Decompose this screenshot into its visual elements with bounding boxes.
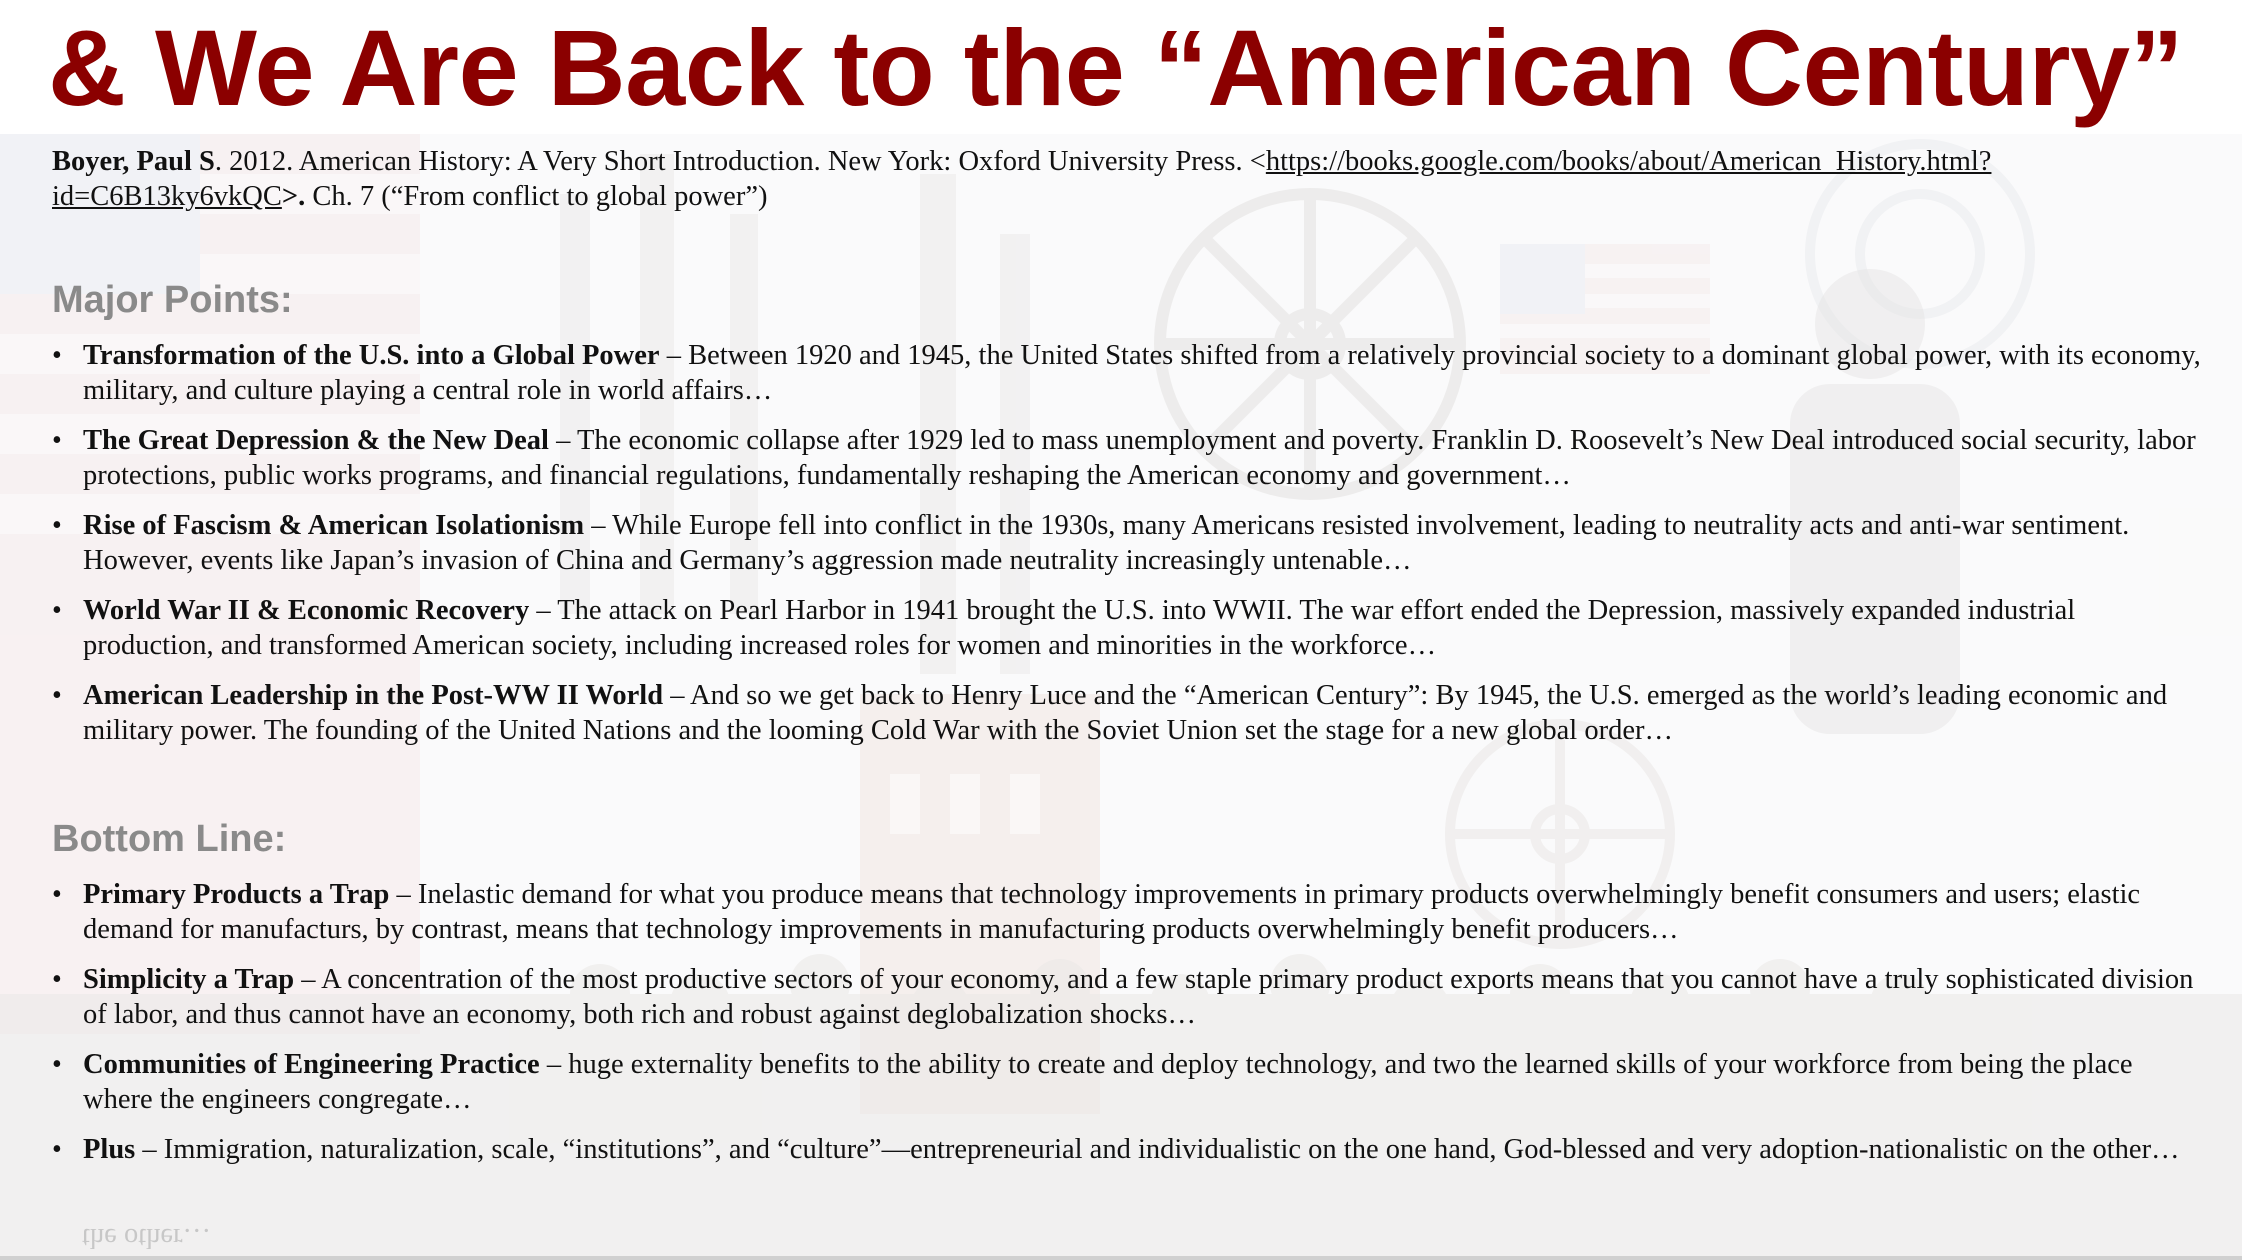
list-item (52, 593, 2202, 663)
list-item (52, 508, 2202, 578)
bullet-icon: • (52, 510, 62, 541)
bullet-icon: • (52, 680, 62, 711)
bullet-icon: • (52, 1049, 62, 1080)
point-text: – A concentration of the most productive sectors of your economy, and a few staple primary product exports means that you cannot have a truly sophisticated division of labor, and thus cannot have an economy, both rich and robust against deglobalization shocks… (83, 964, 2194, 1030)
point-title: Primary Products a Trap (83, 879, 390, 910)
list-item (52, 338, 2202, 408)
bullet-icon: • (52, 425, 62, 456)
point-text: – The economic collapse after 1929 led to mass unemployment and poverty. Franklin D. Roosevelt’s New Deal introduced social security, labor protections, public works programs, and financial regulations, fundamentally reshaping the American economy and government… (83, 425, 2196, 491)
point-title: American Leadership in the Post-WW II World (83, 680, 664, 711)
point-text: – The attack on Pearl Harbor in 1941 brought the U.S. into WWII. The war effort ended the Depression, massively expanded industrial production, and transformed American society, including increased roles for women and minorities in the workforce… (83, 595, 2076, 661)
bottom-line-heading: Bottom Line: (52, 818, 287, 860)
point-text: – Inelastic demand for what you produce means that technology improvements in primary products overwhelmingly benefit consumers and users; elastic demand for manufacturs, by contrast, means that technology improvements in manufacturing products overwhelmingly benefit producers… (83, 879, 2141, 945)
point-title: The Great Depression & the New Deal (83, 425, 549, 456)
citation-chapter: Ch. 7 (“From conflict to global power”) (305, 181, 768, 212)
slide-title: & We Are Back to the “American Century” (48, 7, 2184, 128)
point-text: – And so we get back to Henry Luce and the “American Century”: By 1945, the U.S. emerged as the world’s leading economic and military power. The founding of the United Nations and the looming Cold War with the Soviet Union set the stage for a new global order… (83, 680, 2168, 746)
citation-author: Boyer, Paul S (52, 146, 215, 177)
list-item (52, 1132, 2202, 1167)
point-title: Rise of Fascism & American Isolationism (83, 510, 585, 541)
citation-text: . 2012. American History: A Very Short Introduction. New York: Oxford University Press. < (214, 146, 1266, 177)
point-title: Simplicity a Trap (83, 964, 295, 995)
bullet-icon: • (52, 1134, 62, 1165)
point-title: Plus (83, 1134, 136, 1165)
bullet-icon: • (52, 595, 62, 626)
bottom-border (0, 1256, 2242, 1260)
list-item (52, 423, 2202, 493)
bullet-icon: • (52, 879, 62, 910)
point-text: – huge externality benefits to the ability to create and deploy technology, and two the learned skills of your workforce from being the place where the engineers congregate… (83, 1049, 2133, 1115)
point-title: World War II & Economic Recovery (83, 595, 530, 626)
text-reflection: the other… (82, 1222, 212, 1253)
major-points-heading: Major Points: (52, 279, 293, 321)
bullet-icon: • (52, 340, 62, 371)
slide-content (52, 134, 2202, 1165)
citation (52, 134, 2202, 214)
list-item (52, 877, 2202, 947)
point-text: – While Europe fell into conflict in the 1930s, many Americans resisted involvement, leading to neutrality acts and anti-war sentiment. However, events like Japan’s invasion of China and Germany’s aggression made neutrality increasingly untenable… (83, 510, 2130, 576)
list-item (52, 678, 2202, 748)
list-item (52, 962, 2202, 1032)
bottom-line-list (52, 877, 2202, 1182)
bullet-icon: • (52, 964, 62, 995)
citation-close: >. (281, 181, 306, 212)
point-text: – Between 1920 and 1945, the United States shifted from a relatively provincial society to a dominant global power, with its economy, military, and culture playing a central role in world affairs… (83, 340, 2201, 406)
citation-link[interactable]: https://books.google.com/books/about/American_History.html?id=C6B13ky6vkQC (52, 146, 1992, 212)
point-text: – Immigration, naturalization, scale, “institutions”, and “culture”—entrepreneurial and individualistic on the one hand, God-blessed and very adoption-nationalistic on the other… (135, 1134, 2180, 1165)
point-title: Communities of Engineering Practice (83, 1049, 540, 1080)
title-band (0, 0, 2242, 134)
list-item (52, 1047, 2202, 1117)
point-title: Transformation of the U.S. into a Global Power (83, 340, 660, 371)
major-points-list (52, 338, 2202, 763)
